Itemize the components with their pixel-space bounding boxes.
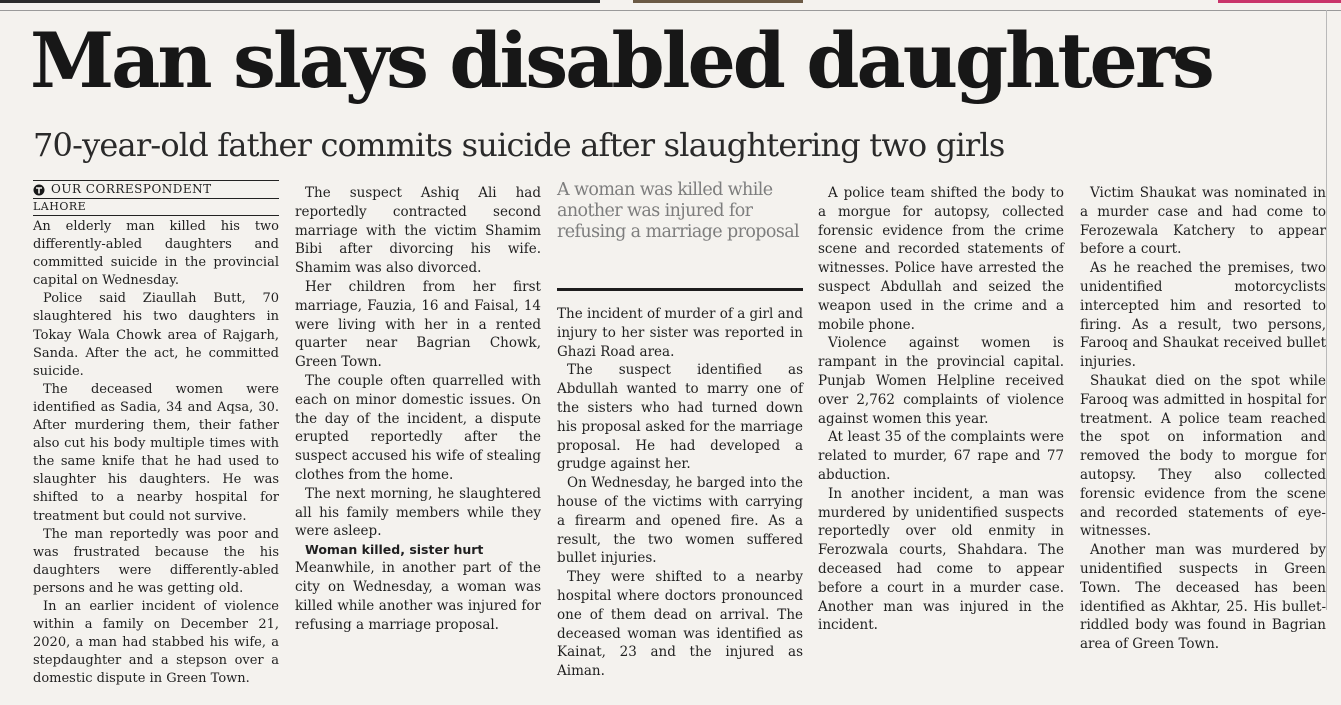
adjacent-page-edge: [1326, 10, 1341, 610]
pull-quote-rule: [557, 288, 803, 291]
paragraph: Meanwhile, in another part of the city on Wednesday, a woman was killed while another was injured for refusing a marriage proposal.: [295, 560, 541, 633]
subheadline: 70-year-old father commits suicide after slaughtering two girls: [33, 126, 1005, 164]
newspaper-logo-icon: [33, 184, 45, 196]
paragraph: The incident of murder of a girl and injury to her sister was reported in Ghazi Road area.: [557, 306, 803, 360]
paragraph: Victim Shaukat was nominated in a murder case and had come to Ferozewala Katchery to appear before a court.: [1080, 185, 1326, 258]
paragraph: They were shifted to a nearby hospital where doctors pronounced one of them dead on arrival. The deceased woman was identified as Kainat, 23 and the injured as Aiman.: [557, 569, 803, 680]
paragraph: On Wednesday, he barged into the house of the victims with carrying a firearm and opened fire. As a result, the two women suffered bullet injuries.: [557, 475, 803, 567]
byline-author: OUR CORRESPONDENT: [51, 182, 212, 196]
paragraph: A police team shifted the body to a morgue for autopsy, collected forensic evidence from the crime scene and recorded statements of witnesses. Police have arrested the suspect Abdullah and seized the weapon used in the crime and a mobile phone.: [818, 185, 1064, 333]
top-bar-segment-dark: [0, 0, 600, 3]
paragraph: The suspect Ashiq Ali had reportedly contracted second marriage with the victim Shamim Bibi after divorcing his wife. Shamim was also divorced.: [295, 185, 541, 277]
paragraph: As he reached the premises, two unidentified motorcyclists intercepted him and resorted to firing. As a result, two persons, Farooq and Shaukat received bullet injuries.: [1080, 260, 1326, 371]
paragraph: At least 35 of the complaints were related to murder, 67 rape and 77 abduction.: [818, 429, 1064, 483]
paragraph: In another incident, a man was murdered by unidentified suspects reportedly over old enmity in Ferozwala courts, Shahdara. The deceased had come to appear before a court in a murder case. Another man was injured in the incident.: [818, 485, 1064, 634]
paragraph: An elderly man killed his two differently-abled daughters and committed suicide in the provincial capital on Wednesday.: [33, 219, 279, 289]
article-column-5: [1080, 184, 1326, 654]
top-rule: [0, 10, 1341, 11]
paragraph: Her children from her first marriage, Fauzia, 16 and Faisal, 14 were living with her in a rented quarter near Bagrian Chowk, Green Town.: [295, 278, 541, 371]
headline: Man slays disabled daughters: [30, 16, 1212, 105]
section-heading: Woman killed, sister hurt: [305, 542, 484, 558]
article-column-3: [557, 180, 803, 681]
paragraph: In an earlier incident of violence within a family on December 21, 2020, a man had stabbed his wife, a stepdaughter and a stepson over a domestic dispute in Green Town.: [33, 598, 279, 687]
article-column-2: [295, 184, 541, 634]
top-color-bar: [0, 0, 1341, 6]
byline: [33, 180, 279, 199]
paragraph: Another man was murdered by unidentified suspects in Green Town. The deceased has been identified as Akhtar, 25. His bullet-riddled body was found in Bagrian area of Green Town.: [1080, 542, 1326, 653]
paragraph: Violence against women is rampant in the provincial capital. Punjab Women Helpline received over 2,762 complaints of violence against women this year.: [818, 335, 1064, 427]
article-column-1: [33, 180, 279, 688]
paragraph: The suspect identified as Abdullah wanted to marry one of the sisters who had turned down his proposal asked for the marriage proposal. He had developed a grudge against her.: [557, 362, 803, 473]
top-bar-segment-pink: [1218, 0, 1341, 3]
paragraph: The deceased women were identified as Sadia, 34 and Aqsa, 30. After murdering them, their father also cut his body multiple times with the same knife that he had used to slaughter his daughters. He was shifted to a nearby hospital for treatment but could not survive.: [33, 381, 279, 524]
paragraph: Shaukat died on the spot while Farooq was admitted in hospital for treatment. A police team reached the spot on information and removed the body to morgue for autopsy. They also collected forensic evidence from the scene and recorded statements of eye-witnesses.: [1080, 372, 1326, 540]
paragraph: The couple often quarrelled with each on minor domestic issues. On the day of the incident, a dispute erupted reportedly after the suspect accused his wife of stealing clothes from the home.: [295, 372, 541, 483]
paragraph: The next morning, he slaughtered all his family members while they were asleep.: [295, 485, 541, 540]
paragraph: The man reportedly was poor and was frustrated because the his daughters were differently-abled persons and he was getting old.: [33, 526, 279, 596]
dateline: LAHORE: [33, 199, 279, 216]
top-bar-segment-photo: [633, 0, 803, 3]
paragraph: Police said Ziaullah Butt, 70 slaughtered his two daughters in Tokay Wala Chowk area of Rajgarh, Sanda. After the act, he committed suicide.: [33, 291, 279, 379]
pull-quote: A woman was killed while another was injured for refusing a marriage proposal: [557, 180, 800, 242]
article-column-4: [818, 184, 1064, 635]
